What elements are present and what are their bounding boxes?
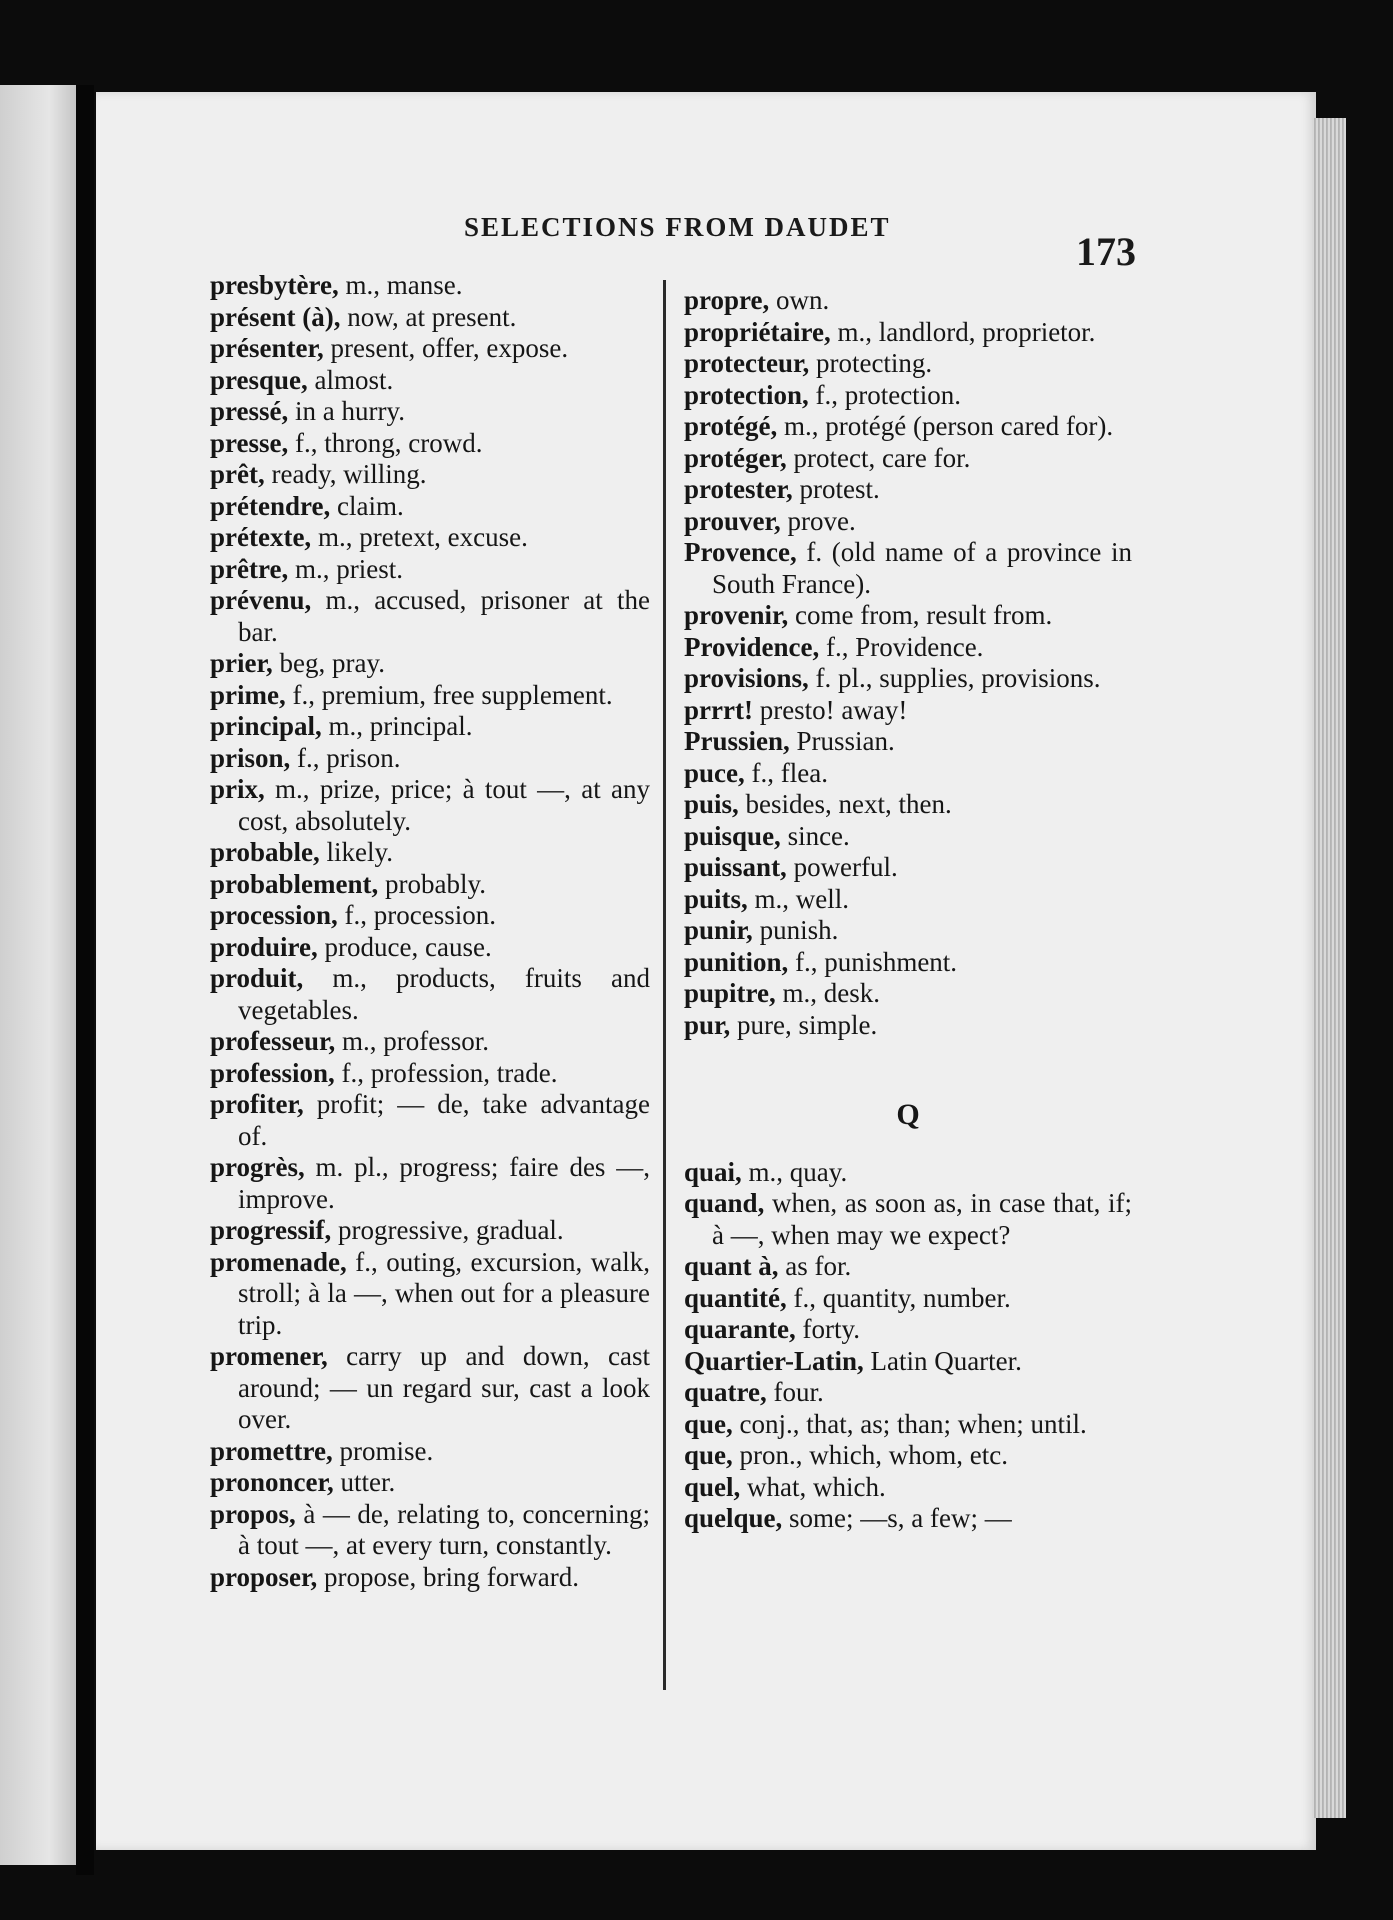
headword: promenade, (210, 1246, 347, 1277)
entry (210, 585, 650, 648)
entry (684, 380, 1132, 412)
headword: protecteur, (684, 348, 810, 378)
entry (210, 459, 650, 491)
entry (684, 695, 1132, 727)
entry (210, 837, 650, 869)
headword: propos, (210, 1498, 296, 1529)
definition: when, as soon as, in case that, if; à —, when may we expect? (712, 1188, 1132, 1250)
entry (684, 1283, 1132, 1315)
headword: quatre, (684, 1377, 767, 1407)
headword: presbytère, (210, 270, 339, 300)
section-letter-heading: Q (896, 1098, 920, 1131)
headword: prix, (210, 774, 265, 804)
headword: punition, (684, 946, 789, 977)
entry (210, 1089, 650, 1152)
headword: procession, (210, 900, 338, 930)
entry (684, 978, 1132, 1010)
right-column (684, 285, 1132, 1535)
definition: m. pl., progress; faire des —, improve. (238, 1152, 650, 1214)
entry (684, 411, 1132, 443)
entry (684, 1377, 1132, 1409)
headword: quand, (684, 1188, 765, 1218)
headword: principal, (210, 711, 322, 741)
running-head: SELECTIONS FROM DAUDET (464, 212, 891, 242)
headword: présenter, (210, 333, 324, 363)
headword: puis, (684, 789, 739, 819)
definition: m., landlord, proprietor. (830, 316, 1096, 347)
headword: protester, (684, 474, 793, 504)
entry (210, 774, 650, 837)
headword: puce, (684, 757, 745, 788)
entry (210, 333, 650, 365)
entry (684, 600, 1132, 632)
entry (684, 789, 1132, 821)
headword: provisions, (684, 663, 809, 693)
definition: m., quay. (741, 1156, 848, 1187)
headword: prêt, (210, 459, 265, 489)
entry (210, 1026, 650, 1058)
definition: m., prize, price; à tout —, at any cost, absolutely. (238, 774, 650, 836)
definition: Prussian. (789, 726, 895, 756)
entry (210, 396, 650, 428)
entry (210, 491, 650, 523)
definition: m., priest. (288, 553, 403, 584)
definition: f., throng, crowd. (288, 427, 483, 458)
definition: present, offer, expose. (323, 333, 569, 363)
definition: conj., that, as; than; when; until. (732, 1408, 1087, 1439)
definition: m., well. (747, 883, 850, 914)
entry (210, 869, 650, 901)
definition: prove. (780, 505, 856, 536)
headword: promettre, (210, 1435, 333, 1466)
definition: f. (old name of a province in South France). (712, 537, 1132, 599)
definition: utter. (333, 1467, 396, 1497)
headword: profiter, (210, 1089, 304, 1119)
entry (210, 1499, 650, 1562)
headword: quai, (684, 1156, 742, 1187)
entry (684, 852, 1132, 884)
definition: beg, pray. (272, 648, 385, 678)
definition: propose, bring forward. (317, 1561, 579, 1592)
entry (684, 663, 1132, 695)
headword: prime, (210, 679, 286, 710)
definition: Latin Quarter. (863, 1345, 1022, 1376)
entry (210, 680, 650, 712)
entry (210, 1058, 650, 1090)
entry (684, 632, 1132, 664)
headword: pressé, (210, 396, 289, 426)
definition: m., pretext, excuse. (311, 522, 528, 552)
definition: m., products, fruits and vegetables. (238, 963, 650, 1025)
entry (684, 1157, 1132, 1189)
entry (210, 1247, 650, 1342)
entry (684, 1188, 1132, 1251)
headword: protection, (684, 379, 809, 410)
definition: since. (780, 820, 850, 851)
entry (684, 1251, 1132, 1283)
definition: now, at present. (340, 301, 517, 332)
definition: m., protégé (person cared for). (777, 411, 1114, 441)
headword: quel, (684, 1471, 741, 1502)
left-column (210, 270, 650, 1593)
headword: prouver, (684, 505, 781, 536)
page-number: 173 (1076, 229, 1136, 274)
entry (684, 1409, 1132, 1441)
definition: f. pl., supplies, provisions. (808, 663, 1101, 693)
definition: in a hurry. (288, 396, 405, 426)
entry (684, 537, 1132, 600)
definition: powerful. (786, 852, 898, 882)
definition: m., principal. (321, 711, 473, 741)
definition: punish. (752, 915, 839, 945)
entry (210, 1341, 650, 1436)
entry (684, 474, 1132, 506)
headword: professeur, (210, 1026, 336, 1056)
entry (684, 1440, 1132, 1472)
entry (210, 711, 650, 743)
definition: à — de, relating to, concerning; à tout —, at every turn, constantly. (238, 1498, 650, 1560)
entry (210, 522, 650, 554)
headword: quarante, (684, 1314, 796, 1344)
headword: puits, (684, 883, 748, 914)
entry (684, 821, 1132, 853)
headword: puisque, (684, 820, 781, 851)
headword: Provence, (684, 537, 797, 567)
entry (684, 726, 1132, 758)
entry (210, 428, 650, 460)
entry (684, 884, 1132, 916)
entry (210, 1215, 650, 1247)
headword: puissant, (684, 852, 787, 882)
definition: promise. (332, 1435, 434, 1466)
definition: protecting. (809, 348, 933, 378)
entry (684, 915, 1132, 947)
definition: besides, next, then. (738, 789, 952, 819)
headword: Prussien, (684, 726, 790, 756)
entry (684, 1010, 1132, 1042)
headword: prier, (210, 648, 273, 678)
definition: pure, simple. (730, 1009, 878, 1040)
headword: que, (684, 1440, 733, 1470)
headword: pur, (684, 1009, 731, 1040)
entry (684, 1346, 1132, 1378)
entry (210, 900, 650, 932)
headword: prévenu, (210, 585, 312, 615)
entry (210, 270, 650, 302)
definition: f., flea. (744, 757, 828, 788)
definition: f., punishment. (788, 946, 958, 977)
entry (210, 302, 650, 334)
definition: come from, result from. (788, 600, 1053, 630)
definition: own. (769, 285, 830, 315)
entry (684, 285, 1132, 317)
headword: presse, (210, 427, 289, 458)
definition: m., accused, prisoner at the bar. (238, 585, 650, 647)
definition: m., desk. (775, 978, 881, 1008)
entry (684, 758, 1132, 790)
headword: produire, (210, 931, 318, 962)
headword: présent (à), (210, 301, 341, 332)
definition: likely. (319, 837, 394, 867)
headword: quantité, (684, 1282, 787, 1313)
definition: profit; — de, take advantage of. (238, 1089, 650, 1151)
entry (684, 506, 1132, 538)
page-stack-edges (1312, 118, 1346, 1818)
definition: f., procession. (337, 900, 496, 930)
definition: almost. (307, 364, 394, 395)
headword: provenir, (684, 600, 789, 630)
definition: claim. (330, 490, 404, 521)
headword: probable, (210, 837, 320, 867)
headword: profession, (210, 1057, 335, 1088)
headword: propriétaire, (684, 316, 831, 347)
entry (210, 932, 650, 964)
headword: prétendre, (210, 490, 331, 521)
headword: prêtre, (210, 553, 289, 584)
entry (210, 1467, 650, 1499)
definition: f., profession, trade. (334, 1057, 558, 1088)
headword: propre, (684, 285, 770, 315)
entry (684, 348, 1132, 380)
headword: probablement, (210, 868, 379, 899)
definition: progressive, gradual. (331, 1215, 564, 1245)
definition: what, which. (740, 1471, 886, 1502)
headword: prétexte, (210, 522, 312, 552)
entry (684, 443, 1132, 475)
entry (210, 1152, 650, 1215)
book-gutter (76, 85, 94, 1875)
definition: some; —s, a few; — (782, 1503, 1012, 1533)
definition: f., protection. (808, 379, 961, 410)
definition: forty. (795, 1314, 860, 1344)
definition: f., premium, free supplement. (285, 679, 613, 710)
entry (684, 1314, 1132, 1346)
entry (210, 648, 650, 680)
headword: promener, (210, 1341, 328, 1371)
definition: four. (766, 1377, 824, 1407)
column-divider (663, 280, 666, 1690)
section-gap (684, 1041, 1132, 1081)
entry (684, 1472, 1132, 1504)
definition: probably. (378, 868, 486, 899)
definition: produce, cause. (317, 931, 492, 962)
facing-page-edge (0, 85, 82, 1865)
headword: Quartier-Latin, (684, 1345, 864, 1376)
definition: f., quantity, number. (786, 1282, 1011, 1313)
definition: carry up and down, cast around; — un regard sur, cast a look over. (238, 1341, 650, 1434)
headword: progressif, (210, 1215, 332, 1245)
entry (210, 1436, 650, 1468)
definition: f., prison. (290, 742, 401, 773)
definition: protect, care for. (786, 442, 971, 473)
entry (684, 317, 1132, 349)
definition: protest. (792, 474, 880, 504)
headword: presque, (210, 364, 308, 395)
definition: f., outing, excursion, walk, stroll; à la —, when out for a pleasure trip. (238, 1246, 650, 1340)
headword: quelque, (684, 1503, 783, 1533)
definition: ready, willing. (264, 459, 427, 489)
entry (684, 1503, 1132, 1535)
headword: protégé, (684, 411, 778, 441)
definition: as for. (778, 1251, 852, 1281)
headword: progrès, (210, 1152, 305, 1182)
definition: presto! away! (752, 694, 908, 725)
definition: m., professor. (335, 1026, 489, 1056)
headword: punir, (684, 915, 753, 945)
definition: pron., which, whom, etc. (732, 1440, 1008, 1470)
headword: Providence, (684, 631, 820, 662)
headword: que, (684, 1408, 733, 1439)
entry (210, 1562, 650, 1594)
headword: prison, (210, 742, 291, 773)
entry (210, 365, 650, 397)
headword: proposer, (210, 1561, 318, 1592)
headword: protéger, (684, 442, 787, 473)
headword: prrrt! (684, 694, 753, 725)
headword: produit, (210, 963, 304, 993)
definition: m., manse. (338, 270, 463, 300)
entry (210, 554, 650, 586)
headword: quant à, (684, 1251, 779, 1281)
headword: pupitre, (684, 978, 776, 1008)
entry (210, 963, 650, 1026)
definition: f., Providence. (819, 631, 984, 662)
entry (210, 743, 650, 775)
entry (684, 947, 1132, 979)
headword: prononcer, (210, 1467, 334, 1497)
